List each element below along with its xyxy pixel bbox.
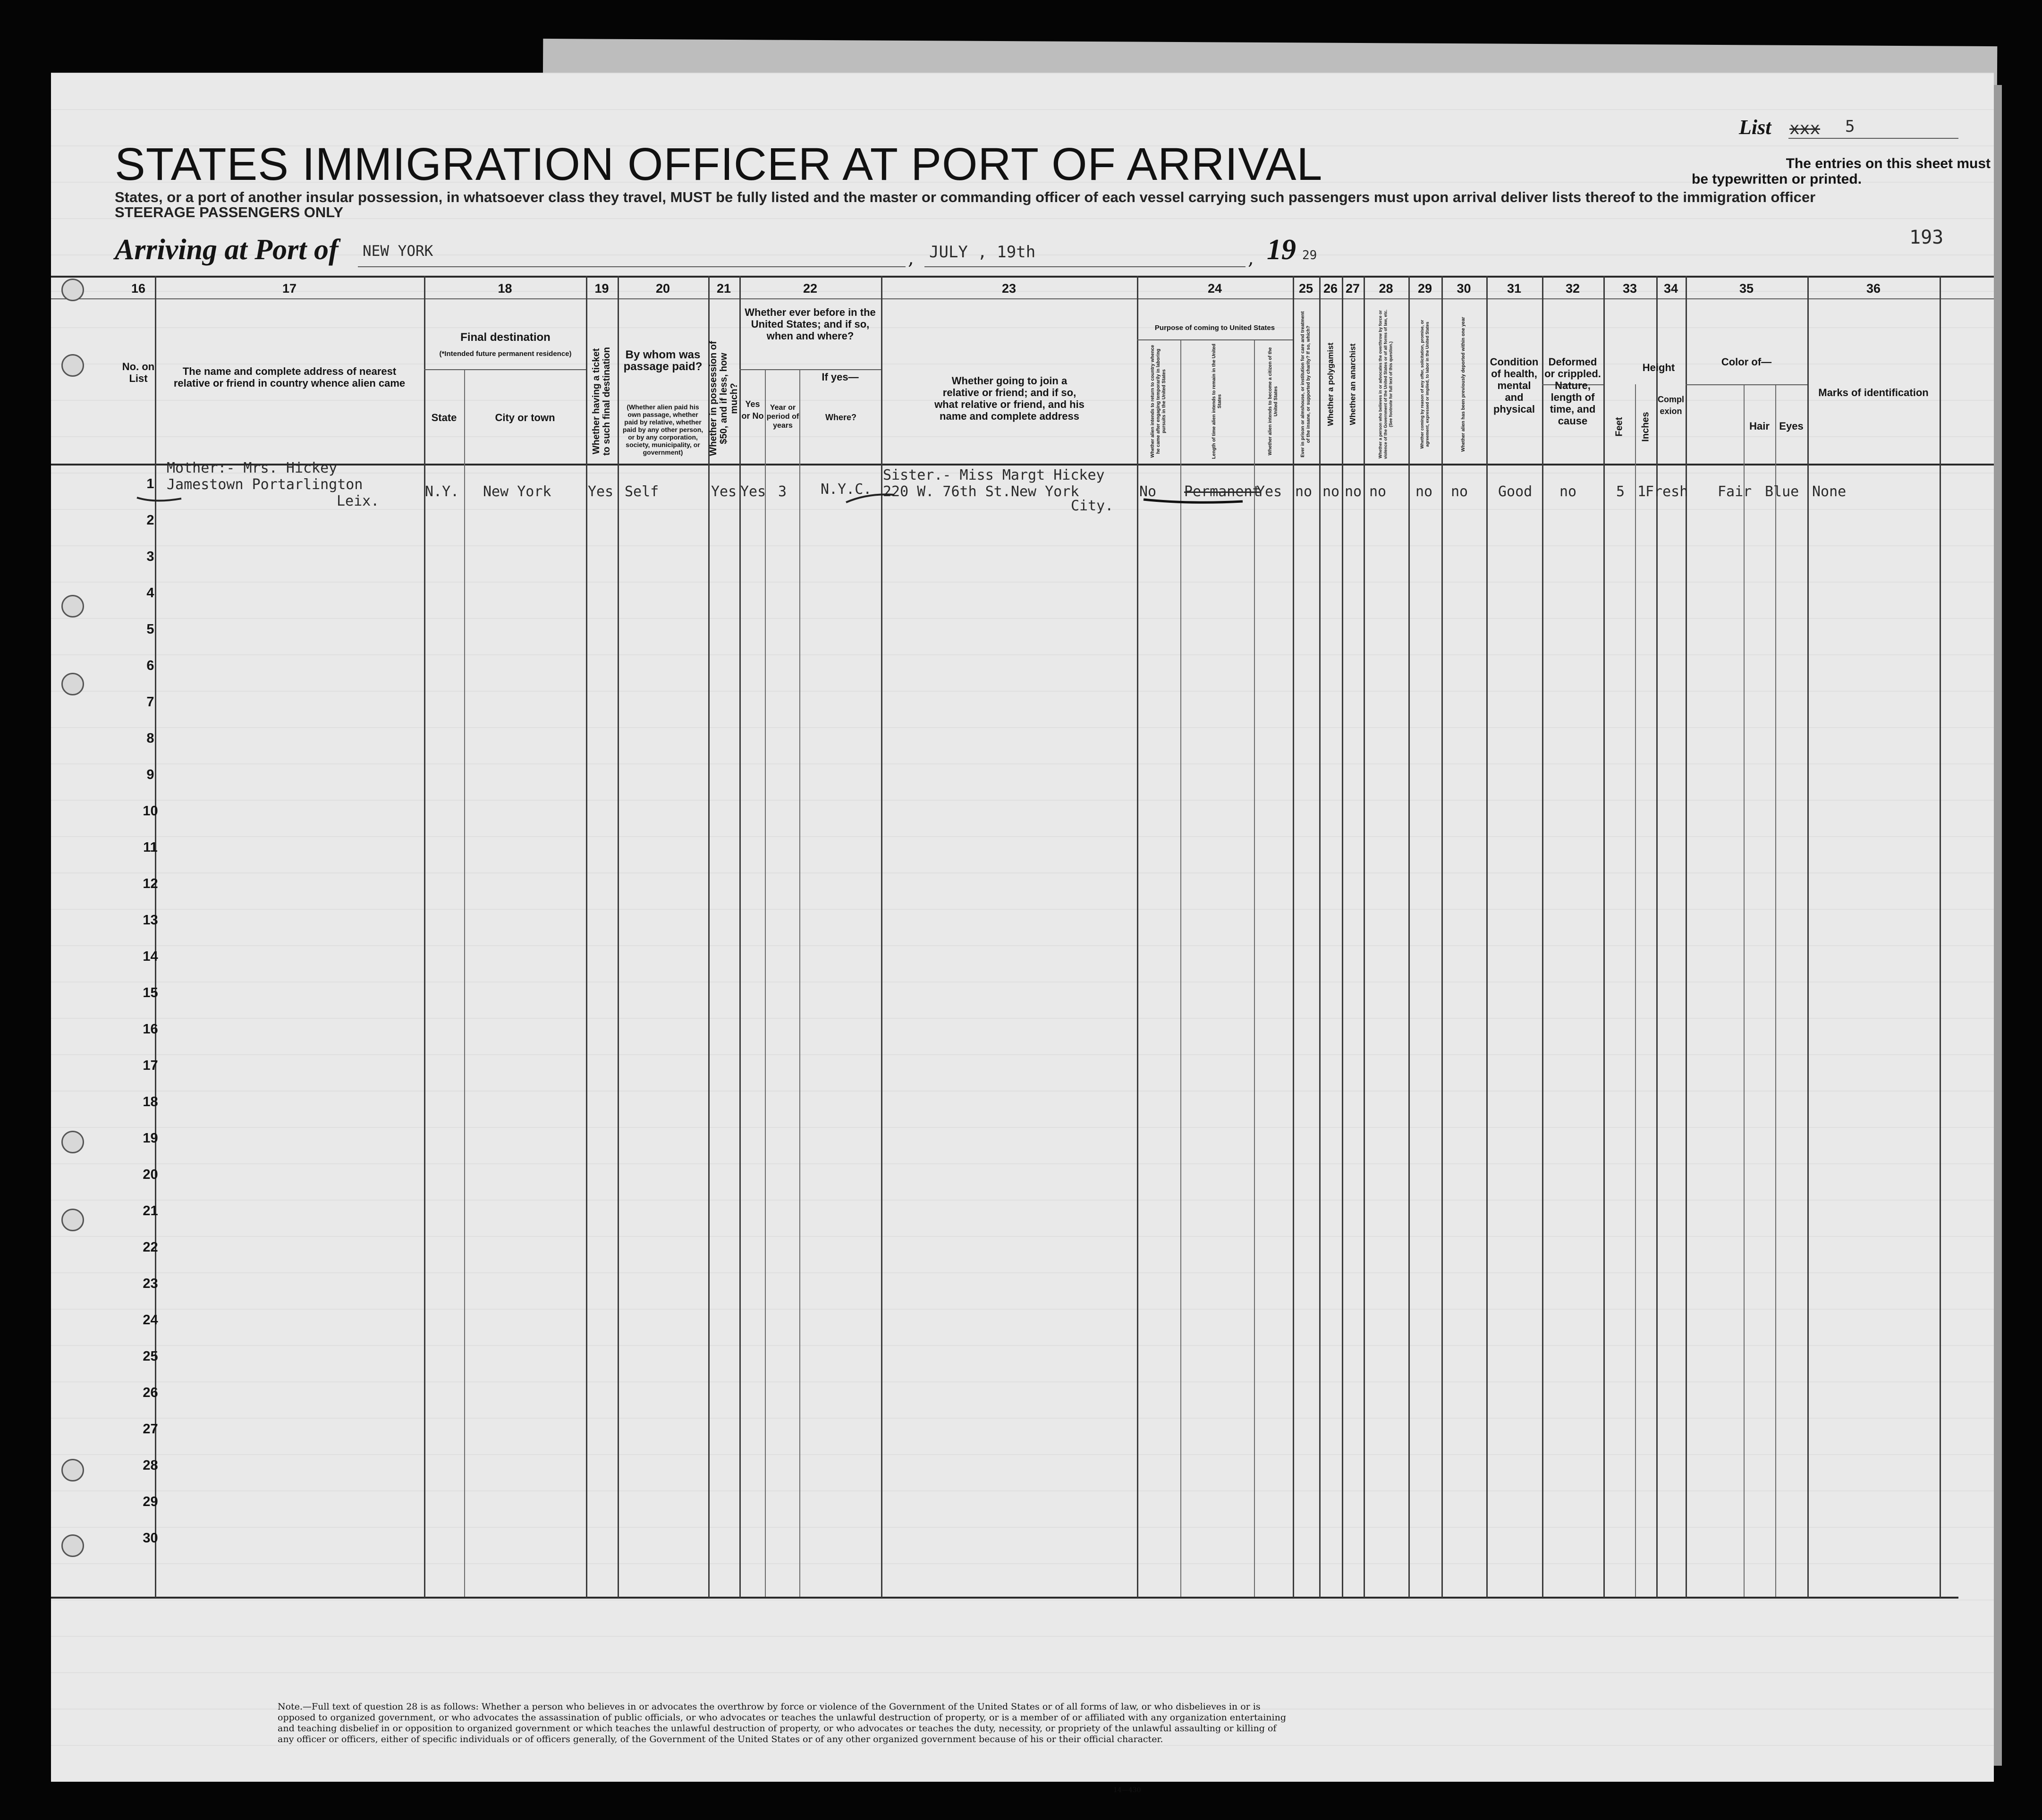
entry-relative-line-3: Leix.: [337, 493, 380, 509]
row-tick-mark: [136, 488, 183, 507]
entry-before: Yes: [740, 483, 766, 500]
page-title: STATES IMMIGRATION OFFICER AT PORT OF ARRIVAL: [115, 138, 1323, 190]
header-years: Year or period of years: [766, 404, 799, 430]
row-number: 25: [143, 1349, 158, 1364]
row-number: 13: [143, 913, 158, 928]
entry-marks: None: [1812, 483, 1847, 500]
col-divider: [618, 276, 619, 1598]
sub-rule: [1137, 339, 1293, 340]
list-underline: [1788, 138, 1958, 139]
sub-divider: [464, 369, 465, 1597]
col-divider: [586, 276, 587, 1598]
header-ever-before: Whether ever before in the United States; and if so, when and where?: [745, 306, 876, 342]
date-value: JULY , 19th: [929, 243, 1036, 262]
header-purpose-citizen: Whether alien intends to become a citizen of the United States: [1268, 347, 1279, 456]
entry-years: 3: [778, 483, 787, 500]
col-divider: [1319, 276, 1321, 1598]
port-value: NEW YORK: [363, 243, 433, 260]
comma: ,: [908, 247, 914, 269]
sub-divider: [1254, 339, 1255, 1597]
header-state: State: [431, 412, 457, 423]
table-bottom-rule: [51, 1597, 1958, 1599]
sub-divider: [1775, 384, 1776, 1597]
header-fifty-dollars: Whether in possession of $50, and if less, how much?: [708, 341, 739, 456]
sub-divider: [1180, 339, 1181, 1597]
instruction-line: States, or a port of another insular possession, in whatsoever class they travel, MUST be fully listed and the master or commanding officer of each vessel carrying such passengers must upon arrival deliver lists thereof to the immigration officer: [115, 189, 1816, 205]
binder-hole: [61, 1534, 84, 1557]
header-inches: Inches: [1640, 412, 1651, 442]
header-eyes: Eyes: [1779, 420, 1804, 432]
entry-state: N.Y.: [425, 483, 459, 500]
port-underline: [358, 266, 906, 267]
row-number: 12: [143, 876, 158, 891]
header-health: Condition of health, mental and physical: [1490, 356, 1539, 415]
col-num-24: 24: [1207, 281, 1222, 296]
header-if-yes: If yes—: [822, 371, 859, 383]
col-divider: [1441, 276, 1443, 1598]
col-num-30: 30: [1457, 281, 1471, 296]
col-num-33: 33: [1622, 281, 1637, 296]
col-divider: [424, 276, 425, 1598]
row-number: 6: [146, 658, 154, 673]
header-height: Height: [1642, 362, 1675, 373]
entry-relative-line-1: Mother:- Mrs. Hickey: [167, 460, 338, 476]
list-label: List: [1739, 116, 1771, 139]
entry-complexion: Fresh: [1645, 483, 1688, 500]
row-number: 15: [143, 985, 158, 1000]
entry-relative-line-2: Jamestown Portarlington: [167, 476, 363, 493]
row-number: 27: [143, 1422, 158, 1437]
row-number: 11: [143, 840, 158, 855]
header-where: Where?: [825, 413, 856, 422]
row-number: 14: [143, 949, 158, 964]
sub-rule: [1686, 384, 1807, 385]
binder-hole: [61, 354, 84, 377]
manifest-sheet: [51, 73, 1994, 1794]
arriving-label: Arriving at Port of: [115, 234, 339, 266]
row-number: 24: [143, 1312, 158, 1328]
typewritten-note-1: The entries on this sheet must: [1786, 156, 1991, 171]
col-divider: [1486, 276, 1488, 1598]
col-divider: [739, 276, 741, 1598]
binder-hole: [61, 1209, 84, 1231]
header-hair: Hair: [1749, 420, 1770, 432]
col-num-18: 18: [498, 281, 512, 296]
sub-divider: [1744, 384, 1745, 1597]
year-prefix: 19: [1267, 234, 1296, 266]
row-number: 19: [143, 1131, 158, 1146]
header-yes-no: Yes or No: [741, 399, 764, 421]
col-num-31: 31: [1507, 281, 1522, 296]
entry-eyes: Blue: [1765, 483, 1799, 500]
entry-paid-by: Self: [625, 483, 659, 500]
row-number: 20: [143, 1167, 158, 1182]
binder-hole: [61, 1131, 84, 1153]
entry-ticket: Yes: [588, 483, 614, 500]
header-purpose: Purpose of coming to United States: [1154, 324, 1275, 332]
col-num-28: 28: [1379, 281, 1393, 296]
row-number: 10: [143, 804, 158, 819]
table-top-rule: [51, 276, 1994, 278]
entry-join-line-1: Sister.- Miss Margt Hickey: [883, 467, 1105, 483]
header-complexion: Complexion: [1658, 395, 1684, 416]
entry-has-50: Yes: [711, 483, 737, 500]
col-divider: [1686, 276, 1687, 1598]
row-number: 2: [146, 513, 154, 528]
header-anarchist: Whether an anarchist: [1348, 343, 1357, 425]
entry-return-intent: No: [1139, 483, 1157, 500]
entry-feet: 5: [1616, 483, 1625, 500]
page-number: 193: [1909, 227, 1944, 248]
row-number: 17: [143, 1058, 158, 1073]
col-num-26: 26: [1323, 281, 1338, 296]
entry-polygamist: no: [1322, 483, 1340, 500]
sub-rule: [424, 369, 586, 370]
row-number: 9: [146, 767, 154, 782]
col-num-36: 36: [1866, 281, 1881, 296]
entry-q28: no: [1369, 483, 1387, 500]
row-number: 26: [143, 1385, 158, 1400]
header-color-of: Color of—: [1721, 356, 1772, 368]
col-divider: [1603, 276, 1605, 1598]
list-struck: xxx: [1789, 119, 1821, 138]
entry-citizen: Yes: [1256, 483, 1282, 500]
col-num-29: 29: [1417, 281, 1432, 296]
row-number: 18: [143, 1094, 158, 1109]
row-number: 7: [146, 694, 154, 710]
header-question-29: Whether coming by reason of any offer, solicitation, promise, or agreement, expressed or implied, to labor in the United States: [1420, 320, 1430, 449]
col-num-34: 34: [1663, 281, 1678, 296]
col-num-17: 17: [282, 281, 297, 296]
header-deformed: Deformed or crippled. Nature, length of time, and cause: [1544, 356, 1601, 427]
header-nearest-relative: The name and complete address of nearest relative or friend in country whence alien came: [173, 365, 406, 389]
header-question-28: Whether a person who believes in or advocates the overthrow by force or violence of the Government of the United States or of all forms of law, etc. (See footnote for full text of this question.): [1378, 309, 1393, 459]
col-divider: [1807, 276, 1809, 1598]
year-suffix: 29: [1302, 248, 1317, 262]
col-divider: [1940, 276, 1941, 1598]
col-num-35: 35: [1739, 281, 1754, 296]
entry-city: New York: [483, 483, 551, 500]
binder-hole: [61, 595, 84, 618]
header-purpose-return: Whether alien intends to return to country whence he came after engaging temporarily in laboring pursuits in the United States: [1150, 345, 1167, 458]
col-num-16: 16: [131, 281, 146, 296]
col-num-22: 22: [803, 281, 818, 296]
col-divider: [1408, 276, 1410, 1598]
col-divider: [1293, 276, 1294, 1598]
col-divider: [1137, 276, 1138, 1598]
header-deported: Whether alien has been previously deported within one year: [1461, 317, 1466, 452]
header-purpose-length: Length of time alien intends to remain in the United States: [1212, 344, 1222, 459]
form-number: 14—430: [1113, 1786, 1141, 1794]
row-number: 29: [143, 1494, 158, 1509]
typewritten-note-2: be typewritten or printed.: [1692, 171, 1862, 187]
binder-hole: [61, 673, 84, 695]
col-divider: [708, 276, 710, 1598]
row-number: 1: [146, 476, 154, 491]
entry-hair: Fair: [1718, 483, 1752, 500]
comma-2: ,: [1248, 247, 1254, 269]
row-number: 30: [143, 1531, 158, 1546]
col-divider: [1656, 276, 1658, 1598]
strike-mark: [1142, 488, 1246, 507]
header-final-destination: Final destination: [460, 331, 551, 344]
header-city: City or town: [495, 412, 555, 423]
row-number: 4: [146, 585, 154, 601]
row-number: 23: [143, 1276, 158, 1291]
sub-divider: [765, 369, 766, 1597]
entry-q29: no: [1415, 483, 1433, 500]
col-num-19: 19: [594, 281, 609, 296]
col-divider: [1342, 276, 1343, 1598]
entry-inches: 1: [1637, 483, 1646, 500]
column-number-rule: [51, 298, 1994, 299]
col-num-23: 23: [1001, 281, 1017, 296]
entry-join-line-2: 220 W. 76th St.New York: [883, 483, 1079, 500]
col-num-21: 21: [716, 281, 731, 296]
entry-anarchist: no: [1345, 483, 1362, 500]
entry-q30: no: [1451, 483, 1468, 500]
row-number: 8: [146, 731, 154, 746]
sub-divider: [799, 369, 800, 1597]
col-num-20: 20: [655, 281, 670, 296]
col-divider: [1542, 276, 1543, 1598]
header-passage-note: (Whether alien paid his own passage, whether paid by relative, whether paid by any other person, or by any corporation, society, municipality, or government): [622, 403, 703, 456]
row-number: 22: [143, 1240, 158, 1255]
row-number: 21: [143, 1203, 158, 1219]
row-number: 16: [143, 1022, 158, 1037]
binder-hole: [61, 279, 84, 301]
header-marks: Marks of identification: [1818, 387, 1929, 398]
row-number: 5: [146, 622, 154, 637]
entry-deformed: no: [1559, 483, 1577, 500]
header-passage-paid: By whom was passage paid?: [623, 348, 703, 373]
footnote-question-28: Note.—Full text of question 28 is as follows: Whether a person who believes in or advocates the overthrow by force or violence of the Government of the United States or of all forms of law, or who disbelieves in or is opposed to organized government, or who advocates the assassination of public officials, or who advocates or teaches the unlawful destruction of property, or is a member of or affiliated with any organization entertaining and teaching disbelief in or opposition to organized government or which teaches the unlawful destruction of property, or who advocates or teaches the duty, necessity, or propriety of the unlawful assaulting or killing of any officer or officers, either of specific individuals or of officers generally, of the Government of the United States or of any other organized government because of his or their official character.: [278, 1701, 1287, 1744]
header-no-on-list: No. on List: [122, 361, 155, 384]
steerage-line: STEERAGE PASSENGERS ONLY: [115, 204, 344, 220]
col-divider: [1364, 276, 1365, 1598]
sub-divider: [1635, 384, 1636, 1597]
header-feet: Feet: [1614, 417, 1625, 437]
col-num-32: 32: [1565, 281, 1580, 296]
entry-length-of-stay: Permanent: [1184, 483, 1261, 500]
header-final-destination-note: (*Intended future permanent residence): [439, 350, 572, 358]
col-divider: [881, 276, 882, 1598]
row-number: 28: [143, 1458, 158, 1473]
entry-health: Good: [1498, 483, 1533, 500]
header-prison: Ever in prison or almshouse, or institution for care and treatment of the insane, or supported by charity? If so, which?: [1300, 311, 1311, 457]
header-ticket: Whether having a ticket to such final destination: [591, 347, 612, 456]
entry-join-line-3: City.: [1071, 498, 1114, 514]
col-num-27: 27: [1345, 281, 1360, 296]
date-underline: [924, 266, 1246, 267]
sub-rule: [739, 369, 881, 370]
binder-hole: [61, 1459, 84, 1481]
col-num-25: 25: [1298, 281, 1313, 296]
header-join-relative: Whether going to join a relative or friend; and if so, what relative or friend, and his name and complete address: [934, 375, 1085, 422]
where-tick-mark: [844, 488, 896, 507]
header-polygamist: Whether a polygamist: [1326, 342, 1335, 426]
entry-where: N.Y.C.: [821, 481, 872, 498]
header-bottom-rule: [51, 464, 1994, 466]
entry-prison: no: [1295, 483, 1313, 500]
row-number: 3: [146, 549, 154, 564]
list-number: 5: [1845, 117, 1855, 136]
